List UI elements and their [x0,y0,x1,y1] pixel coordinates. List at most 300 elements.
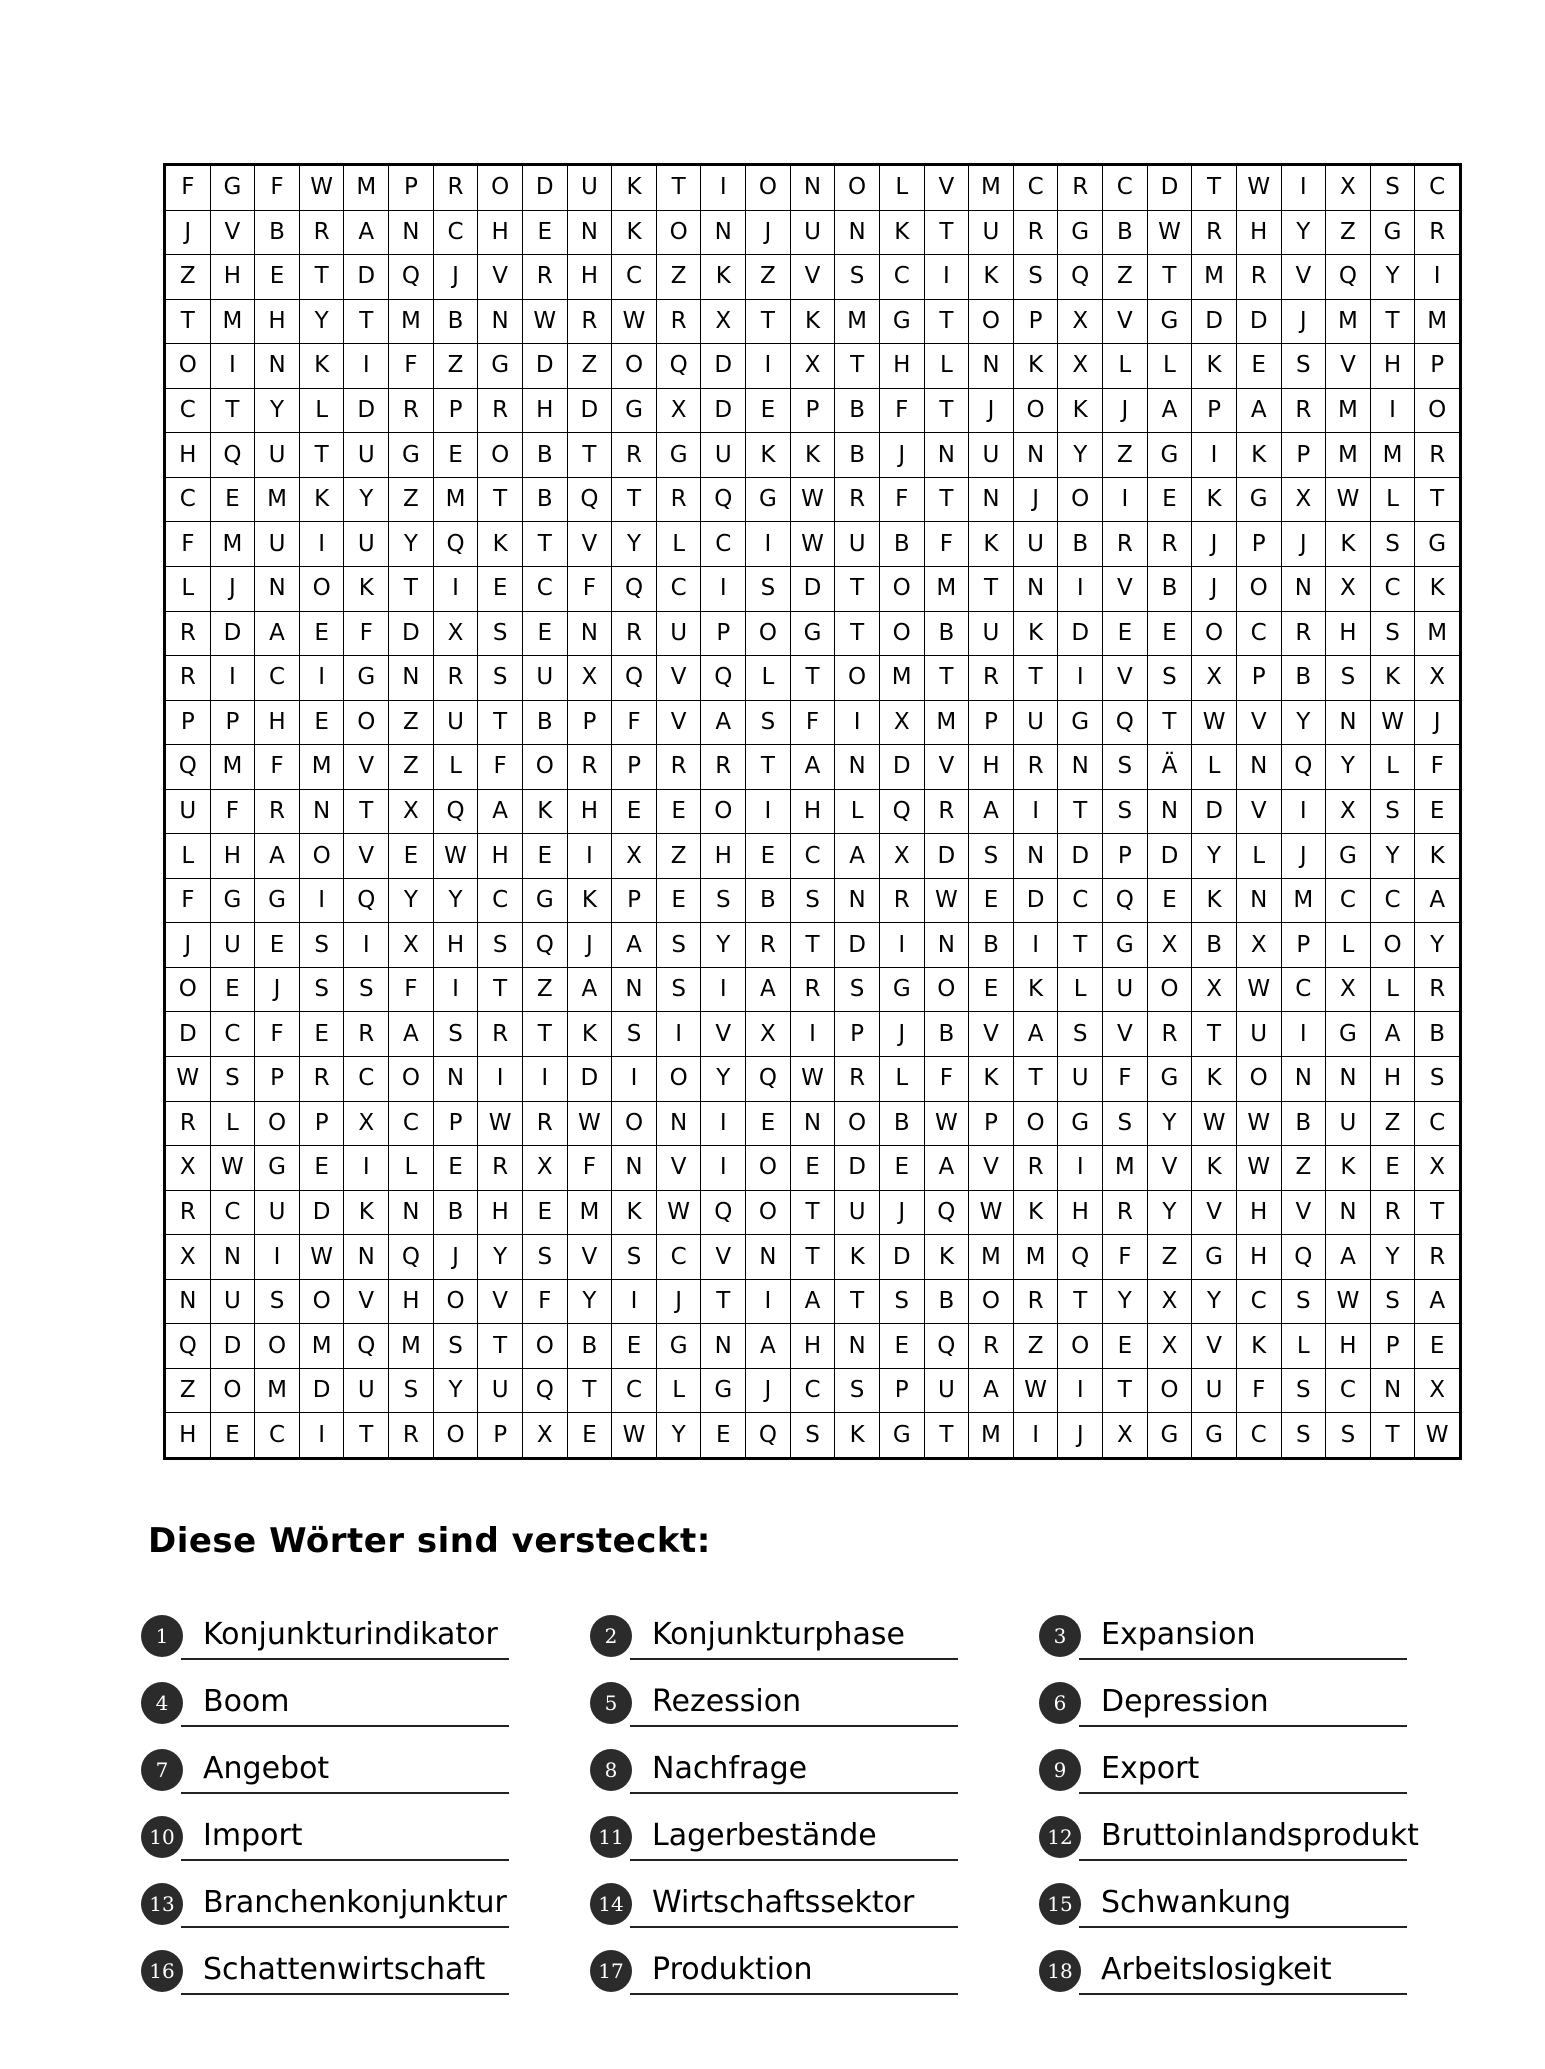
grid-cell: R [1371,1191,1415,1235]
grid-cell: W [1237,1102,1281,1146]
grid-cell: Y [1058,433,1102,477]
grid-cell: Q [1282,745,1326,789]
grid-cell: O [211,1369,255,1413]
grid-cell: N [791,166,835,210]
grid-cell: D [211,612,255,656]
grid-cell: E [300,1012,344,1056]
grid-cell: J [1058,1413,1102,1457]
grid-cell: S [835,968,879,1012]
grid-cell: T [791,923,835,967]
grid-cell: N [835,879,879,923]
word-list-item [590,1950,970,2000]
grid-cell: K [791,433,835,477]
grid-cell: O [1014,1102,1058,1146]
grid-cell: Y [701,923,745,967]
grid-cell: O [344,701,388,745]
grid-cell: F [211,790,255,834]
grid-cell: M [300,745,344,789]
word-label: Expansion [1101,1617,1256,1652]
answer-line [630,1792,958,1794]
grid-cell: M [835,300,879,344]
grid-cell: H [701,834,745,878]
grid-cell: M [389,1324,433,1368]
grid-cell: T [925,656,969,700]
grid-cell: P [1282,433,1326,477]
grid-cell: D [1192,790,1236,834]
grid-cell: I [1282,1012,1326,1056]
grid-cell: X [1148,1324,1192,1368]
grid-cell: N [1326,701,1370,745]
grid-cell: N [612,1146,656,1190]
grid-cell: O [1058,1324,1102,1368]
grid-cell: Z [1282,1146,1326,1190]
grid-cell: N [969,478,1013,522]
grid-cell: V [344,834,388,878]
grid-cell: N [389,1191,433,1235]
grid-cell: E [1148,879,1192,923]
grid-cell: V [344,1280,388,1324]
grid-cell: I [344,344,388,388]
grid-cell: Y [1282,701,1326,745]
grid-cell: Q [925,1191,969,1235]
grid-cell: N [344,1235,388,1279]
grid-cell: E [880,1324,924,1368]
grid-cell: H [1237,1235,1281,1279]
grid-cell: T [925,300,969,344]
grid-cell: M [1415,612,1459,656]
grid-cell: E [1371,1146,1415,1190]
grid-cell: Y [701,1057,745,1101]
grid-cell: W [791,1057,835,1101]
grid-cell: K [1371,656,1415,700]
grid-cell: G [1237,478,1281,522]
grid-cell: T [1148,701,1192,745]
grid-cell: T [1148,255,1192,299]
answer-line [630,1725,958,1727]
grid-cell: T [1415,1191,1459,1235]
grid-cell: L [880,166,924,210]
grid-cell: F [568,1146,612,1190]
grid-cell: I [434,567,478,611]
answer-line [630,1859,958,1861]
grid-cell: K [1237,433,1281,477]
grid-cell: B [925,1280,969,1324]
grid-cell: X [166,1146,210,1190]
word-label: Boom [203,1684,290,1719]
grid-cell: U [1058,1057,1102,1101]
grid-cell: H [791,1324,835,1368]
grid-cell: L [166,834,210,878]
grid-cell: F [880,478,924,522]
word-number-badge: 13 [141,1883,183,1925]
grid-cell: L [1103,344,1147,388]
grid-cell: Y [1371,834,1415,878]
grid-cell: B [255,211,299,255]
grid-cell: V [791,255,835,299]
grid-cell: G [1326,834,1370,878]
grid-cell: T [300,433,344,477]
grid-cell: K [835,1235,879,1279]
grid-cell: C [211,1191,255,1235]
grid-cell: K [344,567,388,611]
word-label: Depression [1101,1684,1269,1719]
grid-cell: M [969,1235,1013,1279]
grid-cell: S [746,701,790,745]
grid-cell: C [657,567,701,611]
grid-cell: O [523,1324,567,1368]
grid-cell: M [1282,879,1326,923]
grid-cell: V [478,1280,522,1324]
grid-cell: F [612,701,656,745]
grid-cell: U [344,522,388,566]
grid-cell: X [523,1413,567,1457]
grid-cell: K [1192,478,1236,522]
grid-cell: V [1282,1191,1326,1235]
grid-cell: T [344,790,388,834]
grid-cell: O [835,1102,879,1146]
grid-cell: A [1371,1012,1415,1056]
grid-cell: Q [701,1191,745,1235]
grid-cell: V [1326,344,1370,388]
grid-cell: D [880,745,924,789]
grid-cell: O [969,1280,1013,1324]
grid-cell: V [657,701,701,745]
grid-cell: N [389,211,433,255]
grid-cell: F [166,522,210,566]
grid-cell: R [880,879,924,923]
grid-cell: C [166,389,210,433]
grid-cell: T [166,300,210,344]
grid-cell: C [255,656,299,700]
grid-cell: W [925,1102,969,1146]
grid-cell: K [1326,1146,1370,1190]
grid-cell: I [925,255,969,299]
grid-cell: K [612,211,656,255]
grid-cell: W [1148,211,1192,255]
grid-cell: O [880,567,924,611]
grid-cell: Q [568,478,612,522]
grid-cell: M [255,1369,299,1413]
grid-cell: G [791,612,835,656]
grid-cell: V [925,166,969,210]
grid-cell: X [1237,923,1281,967]
grid-cell: X [1326,790,1370,834]
grid-cell: Z [1014,1324,1058,1368]
grid-cell: A [389,1012,433,1056]
grid-cell: N [657,1102,701,1146]
grid-cell: R [657,745,701,789]
grid-cell: O [657,1057,701,1101]
grid-cell: L [835,790,879,834]
grid-cell: I [1014,790,1058,834]
grid-cell: B [1148,567,1192,611]
grid-cell: D [925,834,969,878]
grid-cell: J [434,255,478,299]
word-label: Wirtschaftssektor [652,1885,915,1920]
grid-cell: F [255,1012,299,1056]
grid-cell: Q [1058,1235,1102,1279]
grid-cell: H [434,923,478,967]
grid-cell: G [1058,1102,1102,1146]
grid-cell: O [300,1280,344,1324]
grid-cell: J [969,389,1013,433]
grid-cell: E [523,211,567,255]
grid-cell: I [1103,478,1147,522]
word-list-item [590,1816,970,1866]
grid-cell: R [969,656,1013,700]
grid-cell: K [1014,612,1058,656]
grid-cell: S [434,1324,478,1368]
grid-cell: U [925,1369,969,1413]
grid-cell: M [389,300,433,344]
grid-cell: X [1148,1280,1192,1324]
grid-cell: R [166,612,210,656]
grid-cell: Y [344,478,388,522]
grid-cell: O [612,1102,656,1146]
grid-cell: H [568,790,612,834]
grid-cell: Z [1103,255,1147,299]
grid-cell: U [657,612,701,656]
grid-cell: S [523,1235,567,1279]
grid-cell: A [255,834,299,878]
grid-cell: F [255,745,299,789]
grid-cell: S [791,1413,835,1457]
grid-cell: W [166,1057,210,1101]
grid-cell: A [1415,1280,1459,1324]
grid-cell: J [211,567,255,611]
grid-cell: T [612,478,656,522]
grid-cell: H [166,433,210,477]
grid-cell: Z [389,745,433,789]
word-number-badge: 11 [590,1816,632,1858]
grid-cell: Q [1103,701,1147,745]
grid-cell: T [478,1324,522,1368]
grid-cell: Z [657,255,701,299]
grid-cell: D [1058,834,1102,878]
grid-cell: H [791,790,835,834]
grid-cell: X [1326,166,1370,210]
grid-cell: L [1371,478,1415,522]
grid-cell: P [612,879,656,923]
grid-cell: G [746,478,790,522]
grid-cell: I [1192,433,1236,477]
grid-cell: S [657,968,701,1012]
grid-cell: S [1103,745,1147,789]
grid-cell: J [568,923,612,967]
grid-cell: N [568,211,612,255]
grid-cell: Z [657,834,701,878]
grid-cell: S [1282,1369,1326,1413]
grid-cell: F [344,612,388,656]
grid-cell: W [568,1102,612,1146]
grid-cell: Q [523,1369,567,1413]
grid-cell: U [344,433,388,477]
grid-cell: V [657,656,701,700]
grid-cell: E [1103,612,1147,656]
grid-cell: Q [211,433,255,477]
grid-cell: R [1014,211,1058,255]
grid-cell: V [1192,1191,1236,1235]
grid-cell: Y [478,1235,522,1279]
grid-cell: F [1415,745,1459,789]
grid-cell: R [1192,211,1236,255]
grid-cell: N [1237,879,1281,923]
grid-cell: K [1192,344,1236,388]
grid-cell: F [1237,1369,1281,1413]
grid-cell: C [1415,1102,1459,1146]
grid-cell: X [1326,567,1370,611]
word-list-item [590,1615,970,1665]
grid-cell: C [478,879,522,923]
grid-cell: E [523,612,567,656]
grid-cell: O [166,968,210,1012]
grid-cell: I [1371,389,1415,433]
grid-cell: C [1326,1369,1370,1413]
grid-cell: S [657,923,701,967]
grid-cell: Q [434,522,478,566]
grid-cell: P [1282,923,1326,967]
grid-cell: B [969,923,1013,967]
grid-cell: Z [166,1369,210,1413]
grid-cell: V [1237,790,1281,834]
grid-cell: D [344,255,388,299]
grid-cell: N [1371,1369,1415,1413]
grid-cell: X [1326,968,1370,1012]
grid-cell: M [1326,389,1370,433]
grid-cell: O [523,745,567,789]
grid-cell: X [746,1012,790,1056]
grid-cell: X [1415,656,1459,700]
grid-cell: U [791,211,835,255]
word-list-item [590,1682,970,1732]
answer-line [181,1658,509,1660]
word-number-badge: 12 [1039,1816,1081,1858]
grid-cell: T [835,612,879,656]
grid-cell: E [791,1146,835,1190]
grid-cell: T [835,1280,879,1324]
grid-cell: H [211,255,255,299]
grid-cell: X [880,834,924,878]
grid-cell: Z [389,478,433,522]
grid-cell: O [1148,1369,1192,1413]
grid-cell: D [344,389,388,433]
grid-cell: I [612,1280,656,1324]
grid-cell: I [1415,255,1459,299]
grid-cell: G [1415,522,1459,566]
grid-cell: S [835,1369,879,1413]
answer-line [1079,1993,1407,1995]
grid-cell: T [1192,166,1236,210]
grid-cell: L [211,1102,255,1146]
grid-cell: V [925,745,969,789]
grid-cell: P [1237,522,1281,566]
grid-cell: C [1282,968,1326,1012]
answer-line [630,1926,958,1928]
grid-cell: U [1014,522,1058,566]
grid-cell: S [478,923,522,967]
grid-cell: Q [657,344,701,388]
grid-cell: I [523,1057,567,1101]
grid-cell: V [1192,1324,1236,1368]
grid-cell: X [657,389,701,433]
grid-cell: E [701,1413,745,1457]
grid-cell: A [1014,1012,1058,1056]
grid-cell: T [568,1369,612,1413]
word-label: Bruttoinlandsprodukt [1101,1818,1419,1853]
grid-cell: O [1237,567,1281,611]
grid-cell: R [701,745,745,789]
grid-cell: T [1058,923,1102,967]
grid-cell: L [1058,968,1102,1012]
grid-cell: T [478,478,522,522]
word-list-item [1039,1615,1419,1665]
word-label: Produktion [652,1952,813,1987]
word-list-item [141,1615,521,1665]
grid-cell: U [1014,701,1058,745]
grid-cell: M [925,701,969,745]
grid-cell: T [925,478,969,522]
grid-cell: X [1192,656,1236,700]
grid-cell: P [1192,389,1236,433]
grid-cell: R [925,790,969,834]
grid-cell: A [1237,389,1281,433]
grid-cell: P [211,701,255,745]
grid-cell: P [1415,344,1459,388]
grid-cell: T [478,701,522,745]
grid-cell: R [657,478,701,522]
grid-cell: U [835,522,879,566]
grid-cell: G [255,1146,299,1190]
grid-cell: N [835,745,879,789]
grid-cell: H [523,389,567,433]
grid-cell: I [835,701,879,745]
grid-cell: Y [1148,1191,1192,1235]
grid-cell: C [1237,1280,1281,1324]
grid-cell: R [523,255,567,299]
grid-cell: E [1415,1324,1459,1368]
grid-cell: V [1282,255,1326,299]
grid-cell: W [1326,478,1370,522]
grid-cell: S [1103,1102,1147,1146]
grid-cell: V [478,255,522,299]
grid-cell: R [746,923,790,967]
grid-cell: R [1282,612,1326,656]
grid-cell: I [1058,567,1102,611]
grid-cell: A [835,834,879,878]
grid-cell: T [389,567,433,611]
grid-cell: K [1192,879,1236,923]
word-list-item [141,1682,521,1732]
word-number-badge: 8 [590,1749,632,1791]
grid-cell: R [478,389,522,433]
grid-cell: D [389,612,433,656]
grid-cell: V [344,745,388,789]
grid-cell: M [1326,300,1370,344]
grid-cell: K [1014,344,1058,388]
grid-cell: C [1237,612,1281,656]
grid-cell: V [701,1012,745,1056]
grid-cell: I [746,790,790,834]
grid-cell: N [255,567,299,611]
grid-cell: D [211,1324,255,1368]
grid-cell: J [880,433,924,477]
grid-cell: S [701,879,745,923]
grid-cell: N [835,211,879,255]
grid-cell: Z [523,968,567,1012]
grid-cell: L [1237,834,1281,878]
grid-cell: E [612,790,656,834]
grid-cell: K [746,433,790,477]
